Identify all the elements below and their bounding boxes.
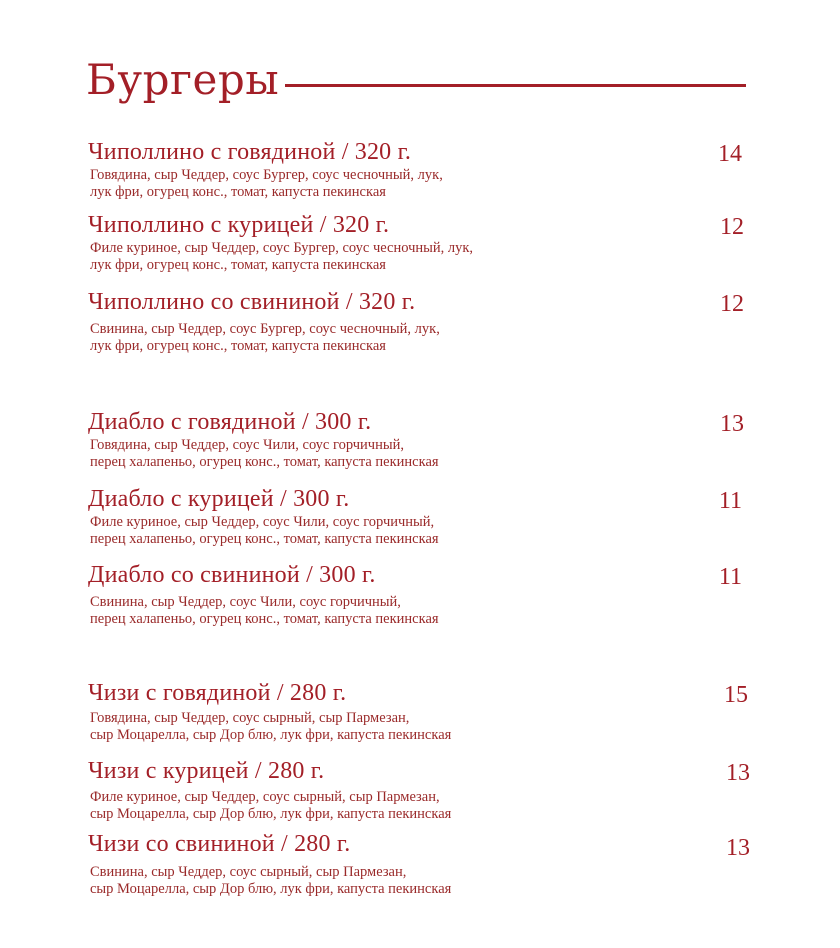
title-divider [285, 84, 746, 87]
item-price: 14 [718, 141, 742, 167]
item-price: 13 [720, 411, 744, 437]
item-price: 11 [718, 564, 742, 590]
item-description: Говядина, сыр Чеддер, соус сырный, сыр Пармезан, [90, 710, 410, 726]
item-name: Чиполлино с курицей / 320 г. [88, 212, 390, 238]
menu-item [88, 288, 758, 354]
item-name: Чизи с говядиной / 280 г. [88, 680, 347, 706]
section-header [86, 50, 746, 110]
item-price: 13 [726, 835, 750, 861]
item-name: Диабло с курицей / 300 г. [88, 486, 350, 512]
item-description: Филе куриное, сыр Чеддер, соус Чили, соус горчичный, [90, 514, 435, 530]
item-name: Чизи со свининой / 280 г. [88, 831, 351, 857]
item-description: перец халапеньо, огурец конс., томат, капуста пекинская [90, 531, 439, 547]
item-description: Филе куриное, сыр Чеддер, соус Бургер, соус чесночный, лук, [90, 240, 474, 256]
menu-item [88, 757, 758, 822]
item-description: лук фри, огурец конс., томат, капуста пекинская [90, 257, 386, 273]
item-name: Диабло с говядиной / 300 г. [88, 409, 372, 435]
item-description: Говядина, сыр Чеддер, соус Бургер, соус чесночный, лук, [90, 167, 443, 183]
item-description: Свинина, сыр Чеддер, соус Бургер, соус чесночный, лук, [90, 321, 440, 337]
item-name: Чизи с курицей / 280 г. [88, 758, 325, 784]
item-price: 12 [720, 214, 744, 240]
menu-item [88, 830, 758, 897]
item-description: Свинина, сыр Чеддер, соус сырный, сыр Пармезан, [90, 864, 407, 880]
item-price: 12 [720, 291, 744, 317]
menu-item [88, 485, 758, 547]
item-description: сыр Моцарелла, сыр Дор блю, лук фри, капуста пекинская [90, 881, 452, 897]
item-price: 15 [724, 682, 748, 708]
item-description: сыр Моцарелла, сыр Дор блю, лук фри, капуста пекинская [90, 806, 452, 822]
item-description: лук фри, огурец конс., томат, капуста пекинская [90, 338, 386, 354]
item-name: Чиполлино со свининой / 320 г. [88, 289, 416, 315]
item-description: перец халапеньо, огурец конс., томат, капуста пекинская [90, 454, 439, 470]
menu-item [88, 679, 758, 743]
item-name: Диабло со свининой / 300 г. [88, 562, 376, 588]
item-description: перец халапеньо, огурец конс., томат, капуста пекинская [90, 611, 439, 627]
menu-item [88, 561, 758, 627]
item-description: сыр Моцарелла, сыр Дор блю, лук фри, капуста пекинская [90, 727, 452, 743]
menu-item [88, 138, 758, 200]
item-description: лук фри, огурец конс., томат, капуста пекинская [90, 184, 386, 200]
item-description: Говядина, сыр Чеддер, соус Чили, соус горчичный, [90, 437, 404, 453]
item-price: 13 [726, 760, 750, 786]
item-description: Филе куриное, сыр Чеддер, соус сырный, сыр Пармезан, [90, 789, 440, 805]
item-description: Свинина, сыр Чеддер, соус Чили, соус горчичный, [90, 594, 401, 610]
item-name: Чиполлино с говядиной / 320 г. [88, 139, 412, 165]
menu-item [88, 211, 758, 273]
section-title: Бургеры [86, 55, 280, 104]
menu-item [88, 408, 758, 470]
item-price: 11 [718, 488, 742, 514]
